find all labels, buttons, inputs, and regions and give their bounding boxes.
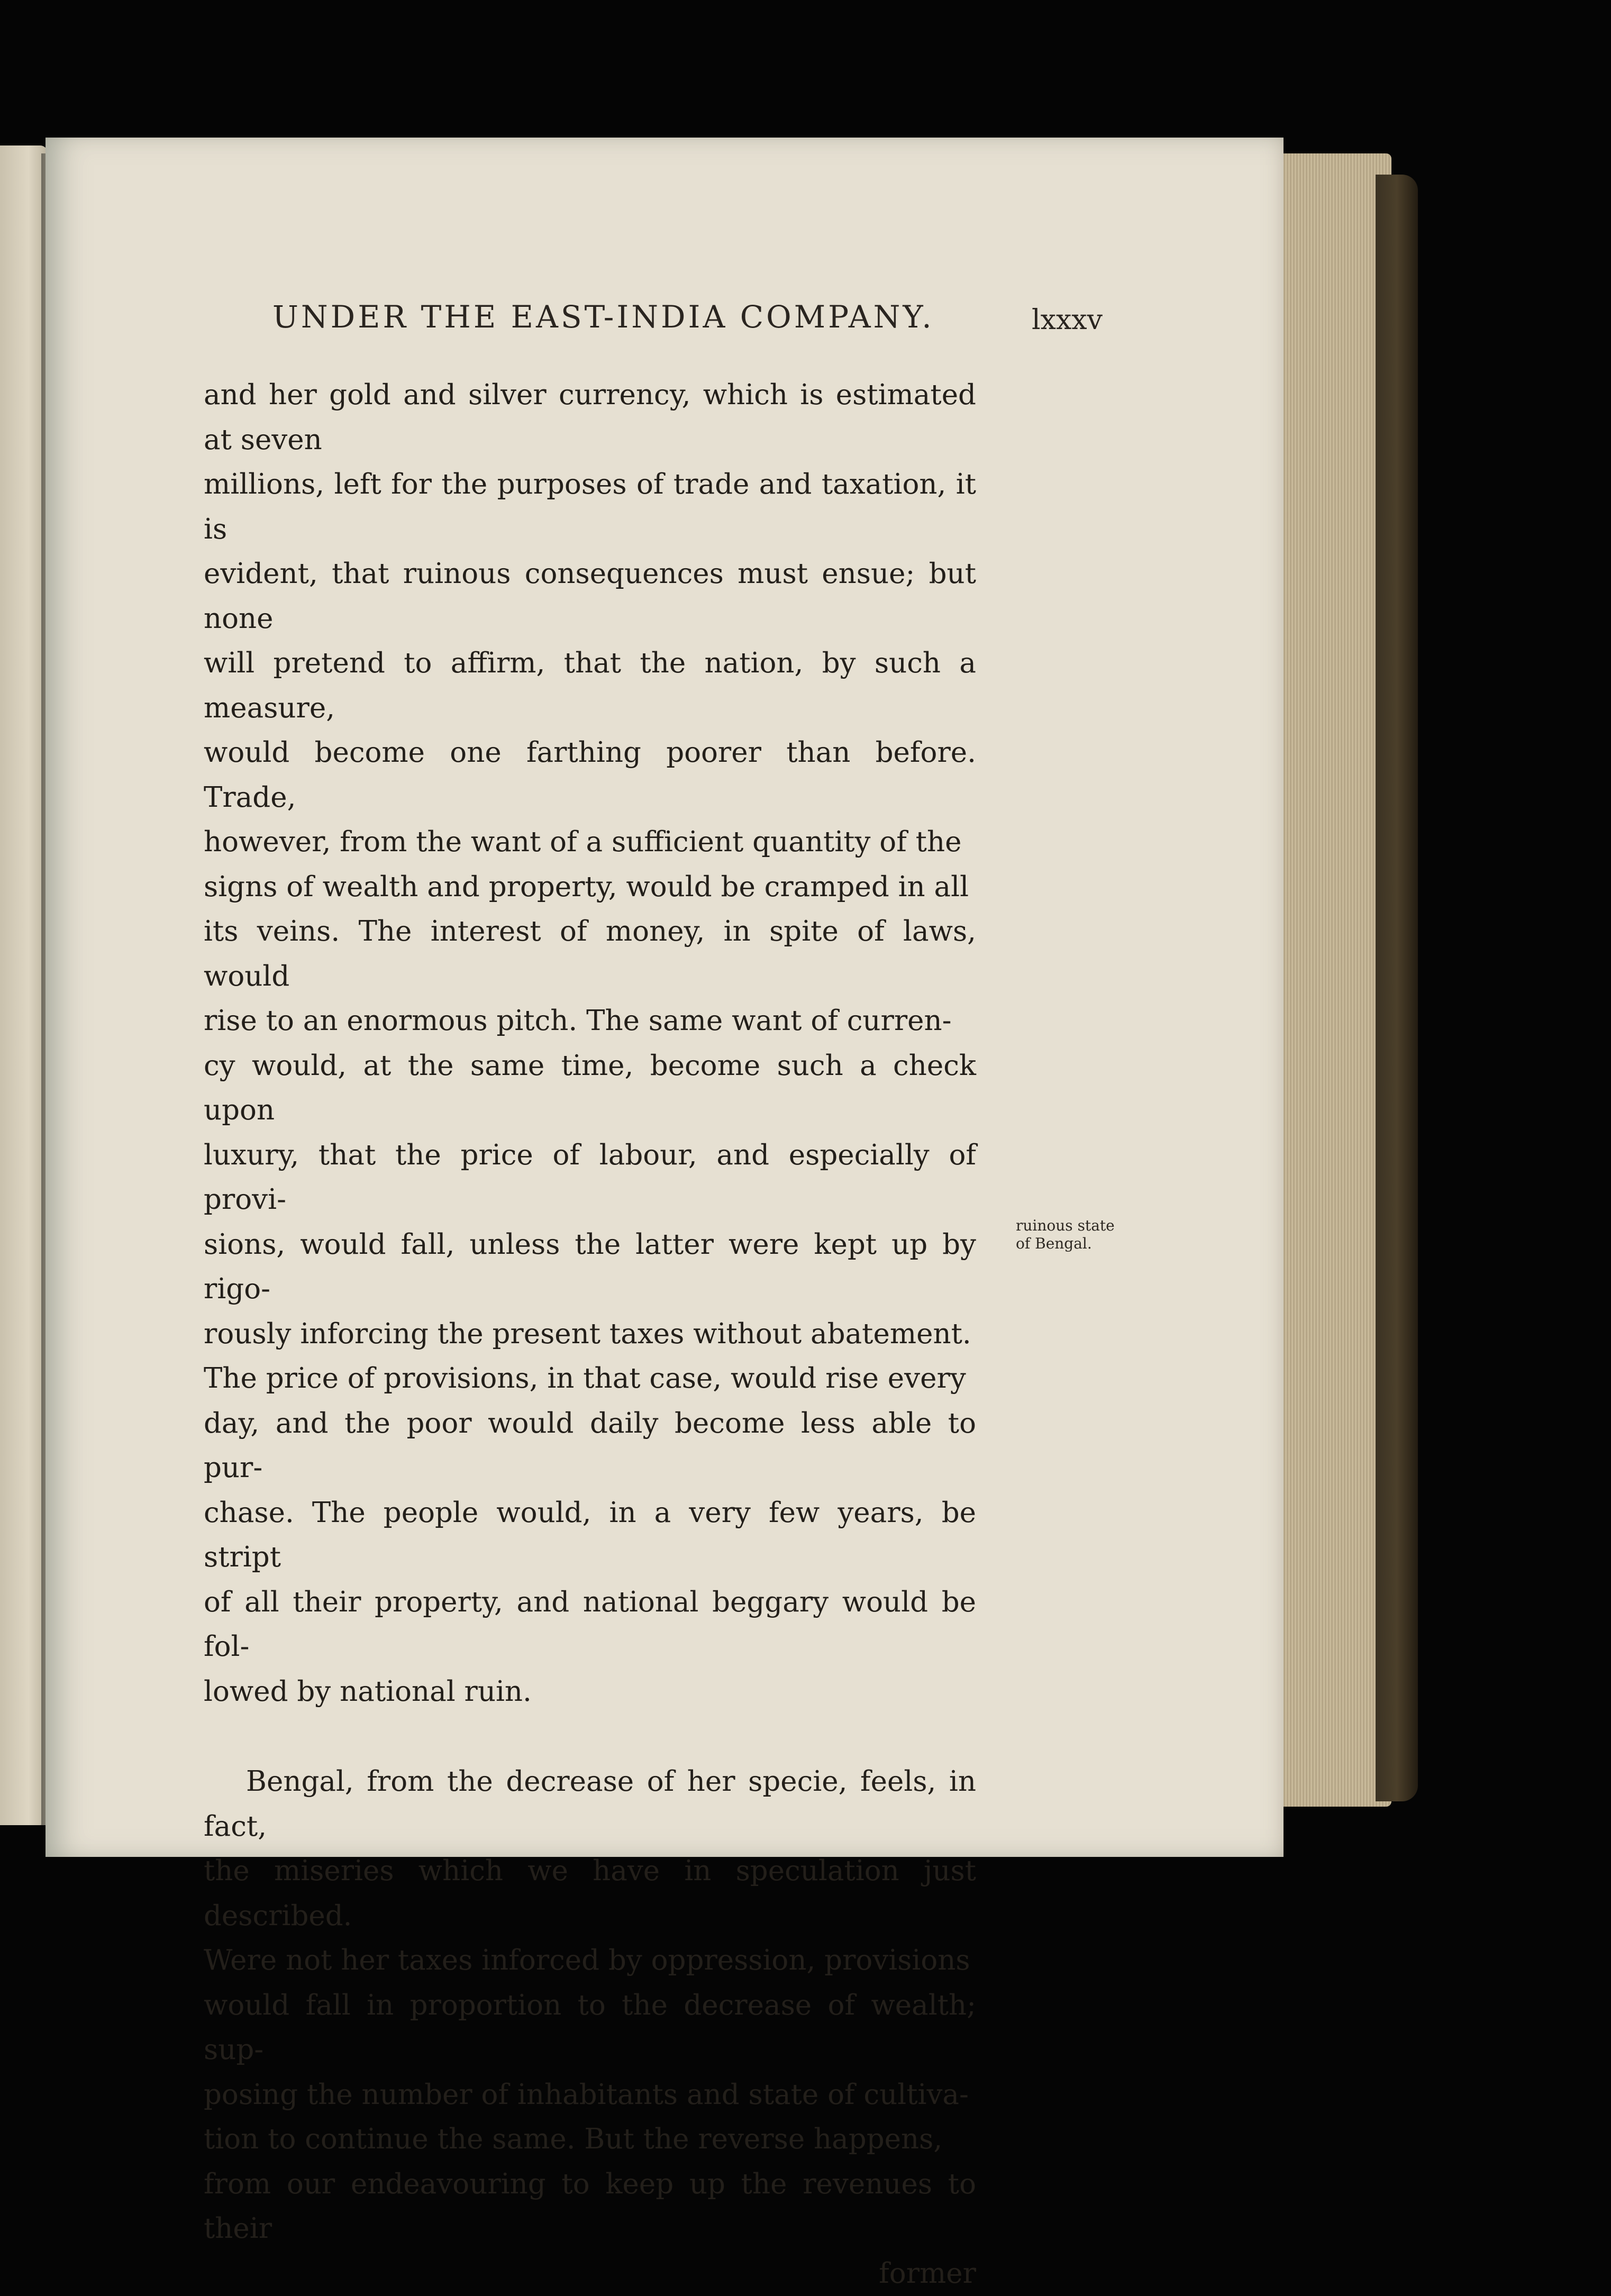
text-line: would fall in proportion to the decrease of wealth; sup- (204, 1983, 976, 2073)
margin-note-line: ruinous state (1016, 1217, 1132, 1235)
text-line: chase. The people would, in a very few years, be stript (204, 1491, 976, 1580)
body-text (204, 373, 976, 2296)
margin-note (1016, 1217, 1132, 1253)
text-line: lowed by national ruin. (204, 1670, 976, 1715)
text-line: and her gold and silver currency, which is estimated at seven (204, 373, 976, 462)
text-line: luxury, that the price of labour, and especially of provi- (204, 1133, 976, 1223)
text-line: posing the number of inhabitants and state of cultiva- (204, 2073, 976, 2118)
previous-page-edge (0, 145, 48, 1825)
text-line: The price of provisions, in that case, would rise every (204, 1356, 976, 1401)
text-line: of all their property, and national beggary would be fol- (204, 1580, 976, 1670)
text-line: its veins. The interest of money, in spite of laws, would (204, 909, 976, 999)
margin-note-line: of Bengal. (1016, 1235, 1132, 1253)
text-line: millions, left for the purposes of trade and taxation, it is (204, 462, 976, 552)
text-line: Bengal, from the decrease of her specie, feels, in fact, (204, 1760, 976, 1849)
text-line: evident, that ruinous consequences must ensue; but none (204, 552, 976, 641)
text-line: sions, would fall, unless the latter were kept up by rigo- (204, 1223, 976, 1312)
text-line: signs of wealth and property, would be cramped in all (204, 865, 976, 910)
paragraph-gap (204, 1714, 976, 1760)
text-line: tion to continue the same. But the reverse happens, (204, 2117, 976, 2162)
page-number: lxxxv (1032, 304, 1103, 336)
page-fore-edge (1275, 153, 1391, 1807)
catchword: former (204, 2252, 976, 2296)
text-line: rise to an enormous pitch. The same want of curren- (204, 999, 976, 1044)
text-line: Were not her taxes inforced by oppression, provisions (204, 1938, 976, 1983)
book-cover-edge (1376, 175, 1418, 1801)
running-title: UNDER THE EAST-INDIA COMPANY. (272, 299, 934, 335)
text-line: from our endeavouring to keep up the revenues to their (204, 2162, 976, 2252)
paragraph-1 (204, 373, 976, 1714)
text-line: will pretend to affirm, that the nation, by such a measure, (204, 641, 976, 731)
text-line: would become one farthing poorer than before. Trade, (204, 731, 976, 820)
text-line: the miseries which we have in speculation just described. (204, 1849, 976, 1938)
text-line: day, and the poor would daily become less able to pur- (204, 1401, 976, 1491)
text-line: however, from the want of a sufficient quantity of the (204, 820, 976, 865)
paragraph-2 (204, 1760, 976, 2296)
page-header (272, 299, 1114, 335)
text-line: rously inforcing the present taxes without abatement. (204, 1312, 976, 1357)
text-line: cy would, at the same time, become such a check upon (204, 1044, 976, 1133)
